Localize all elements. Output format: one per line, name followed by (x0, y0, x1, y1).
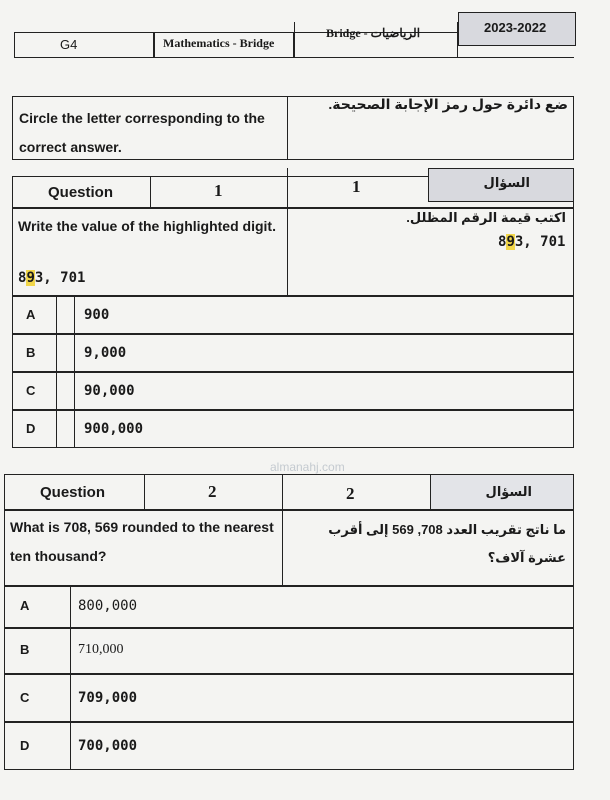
instructions-ar: ضع دائرة حول رمز الإجابة الصحيحة. (328, 96, 568, 112)
q1-option-b-letter: B (26, 345, 36, 360)
q1-option-a-value: 900 (84, 307, 110, 323)
q1-letter-column-divider-2 (74, 296, 75, 448)
header-subject-en: Mathematics - Bridge (163, 36, 275, 50)
q2-label-en: Question (40, 484, 106, 501)
q2-label-ar: السؤال (485, 484, 532, 499)
instructions-divider (287, 96, 288, 160)
q2-option-a-letter: A (20, 598, 30, 613)
q2-text-en: What is 708, 569 rounded to the nearest ten thousand? (10, 519, 274, 564)
q1-digit-pre: 8 (18, 270, 27, 286)
q1-number-ar: 1 (352, 177, 361, 196)
q1-text-en: Write the value of the highlighted digit. (18, 218, 276, 234)
q2-number-en: 2 (208, 482, 217, 501)
q1-ar-digit-highlighted: 9 (506, 234, 515, 250)
q1-text-ar: اكتب قيمة الرقم المظلل. (406, 210, 566, 225)
q1-digit-post: 3, 701 (34, 270, 86, 286)
q1-option-b-value: 9,000 (84, 345, 127, 361)
q2-option-c-letter: C (20, 690, 30, 705)
q2-option-d-letter: D (20, 738, 30, 753)
header-subject-ar: Bridge - الرياضيات (326, 26, 421, 40)
q1-letter-column-divider (56, 296, 57, 448)
q1-option-d-value: 900,000 (84, 421, 144, 437)
header-year: 2023-2022 (484, 20, 547, 35)
q2-number-ar: 2 (346, 484, 355, 503)
q1-option-c-letter: C (26, 383, 36, 398)
q1-label-en: Question (48, 184, 114, 201)
q1-number-en: 1 (214, 181, 223, 200)
q1-option-a-letter: A (26, 307, 36, 322)
q1-option-c-value: 90,000 (84, 383, 135, 399)
watermark-text: almanahj.com (270, 460, 345, 474)
q2-option-b-value: 710,000 (78, 642, 124, 657)
q2-option-d-value: 700,000 (78, 738, 138, 754)
q2-option-c-value: 709,000 (78, 690, 138, 706)
q1-option-d-letter: D (26, 421, 36, 436)
q2-option-a-value: 800,000 (78, 598, 138, 614)
q1-label-ar: السؤال (483, 175, 530, 190)
q1-divider-a (150, 176, 151, 208)
instructions-en: Circle the letter corresponding to the correct answer. (19, 110, 265, 155)
q2-letter-column-divider (70, 586, 71, 770)
q2-text-ar: ما ناتج تقريب العدد 708, 569 إلى أقرب عشرة آلاف؟ (328, 522, 566, 565)
q2-option-b-letter: B (20, 642, 30, 657)
q1-number-en-value (18, 270, 85, 286)
q2-divider-a (144, 474, 145, 510)
header-grade-cell (14, 32, 154, 58)
q1-ar-digit-post: 3, 701 (514, 234, 566, 250)
q1-ar-digit-pre: 8 (498, 234, 507, 250)
q1-digit-highlighted: 9 (26, 270, 35, 286)
header-grade: G4 (60, 37, 78, 52)
q1-number-ar-value (498, 234, 565, 250)
